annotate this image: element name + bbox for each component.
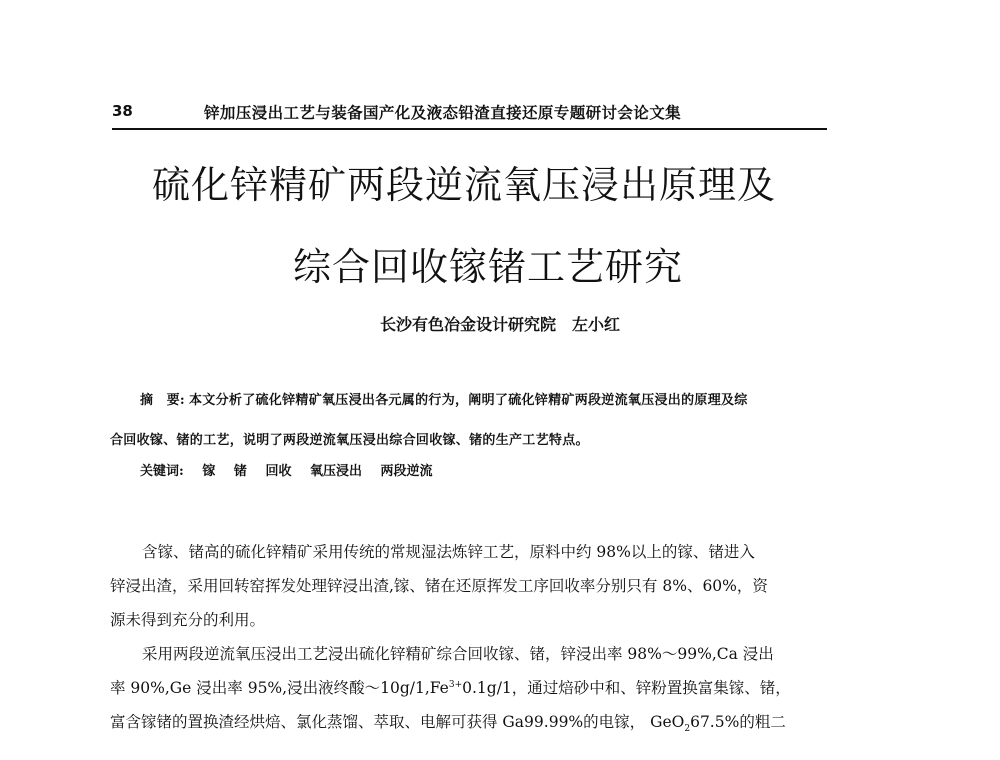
- author-affiliation: 长沙有色冶金设计研究院: [379, 315, 556, 334]
- body-text: [110, 535, 832, 739]
- keyword: 氧压浸出: [309, 464, 362, 479]
- body-line: [110, 705, 832, 739]
- keywords: [140, 460, 433, 479]
- abstract: [110, 381, 830, 461]
- keywords-label: 关键词:: [140, 464, 184, 479]
- keyword: 镓: [202, 464, 216, 479]
- abstract-label: 摘 要:: [140, 393, 185, 408]
- body-line: 采用两段逆流氧压浸出工艺浸出硫化锌精矿综合回收镓、锗，锌浸出率 98%～99%,Ca 浸出: [142, 645, 774, 663]
- proceedings-title: 锌加压浸出工艺与装备国产化及液态铅渣直接还原专题研讨会论文集: [204, 103, 682, 122]
- paper-title-line-1: 硫化锌精矿两段逆流氧压浸出原理及: [151, 163, 776, 207]
- keyword: 回收: [265, 464, 292, 479]
- keyword: 锗: [233, 464, 247, 479]
- body-line: 含镓、锗高的硫化锌精矿采用传统的常规湿法炼锌工艺，原料中约 98%以上的镓、锗进入: [142, 543, 755, 561]
- body-text-segment: 富含镓锗的置换渣经烘焙、氯化蒸馏、萃取、电解可获得 Ga99.99%的电镓， GeO: [110, 713, 685, 731]
- body-line: 源未得到充分的利用。: [110, 611, 266, 629]
- paper-title-line-2: 综合回收镓锗工艺研究: [292, 245, 683, 289]
- page-number: 38: [112, 102, 133, 120]
- body-line: [110, 671, 832, 705]
- superscript: 3+: [448, 679, 463, 690]
- body-text-segment: 67.5%的粗二: [690, 713, 786, 731]
- abstract-line: 合回收镓、锗的工艺，说明了两段逆流氧压浸出综合回收镓、锗的生产工艺特点。: [110, 433, 589, 448]
- author-name: 左小红: [572, 315, 621, 334]
- author-line: [0, 312, 1000, 335]
- keyword: 两段逆流: [380, 464, 433, 479]
- subscript: 2: [684, 724, 691, 735]
- body-line: 锌浸出渣，采用回转窑挥发处理锌浸出渣,镓、锗在还原挥发工序回收率分别只有 8%、60%，资: [110, 577, 768, 595]
- abstract-line: [110, 381, 830, 421]
- body-text-segment: 0.1g/1，通过焙砂中和、锌粉置换富集镓、锗，: [462, 679, 791, 697]
- body-text-segment: 率 90%,Ge 浸出率 95%,浸出液终酸～10g/1,Fe: [110, 679, 449, 697]
- abstract-text: 本文分析了硫化锌精矿氧压浸出各元属的行为，阐明了硫化锌精矿两段逆流氧压浸出的原理及综: [189, 393, 748, 408]
- running-header: [112, 100, 827, 130]
